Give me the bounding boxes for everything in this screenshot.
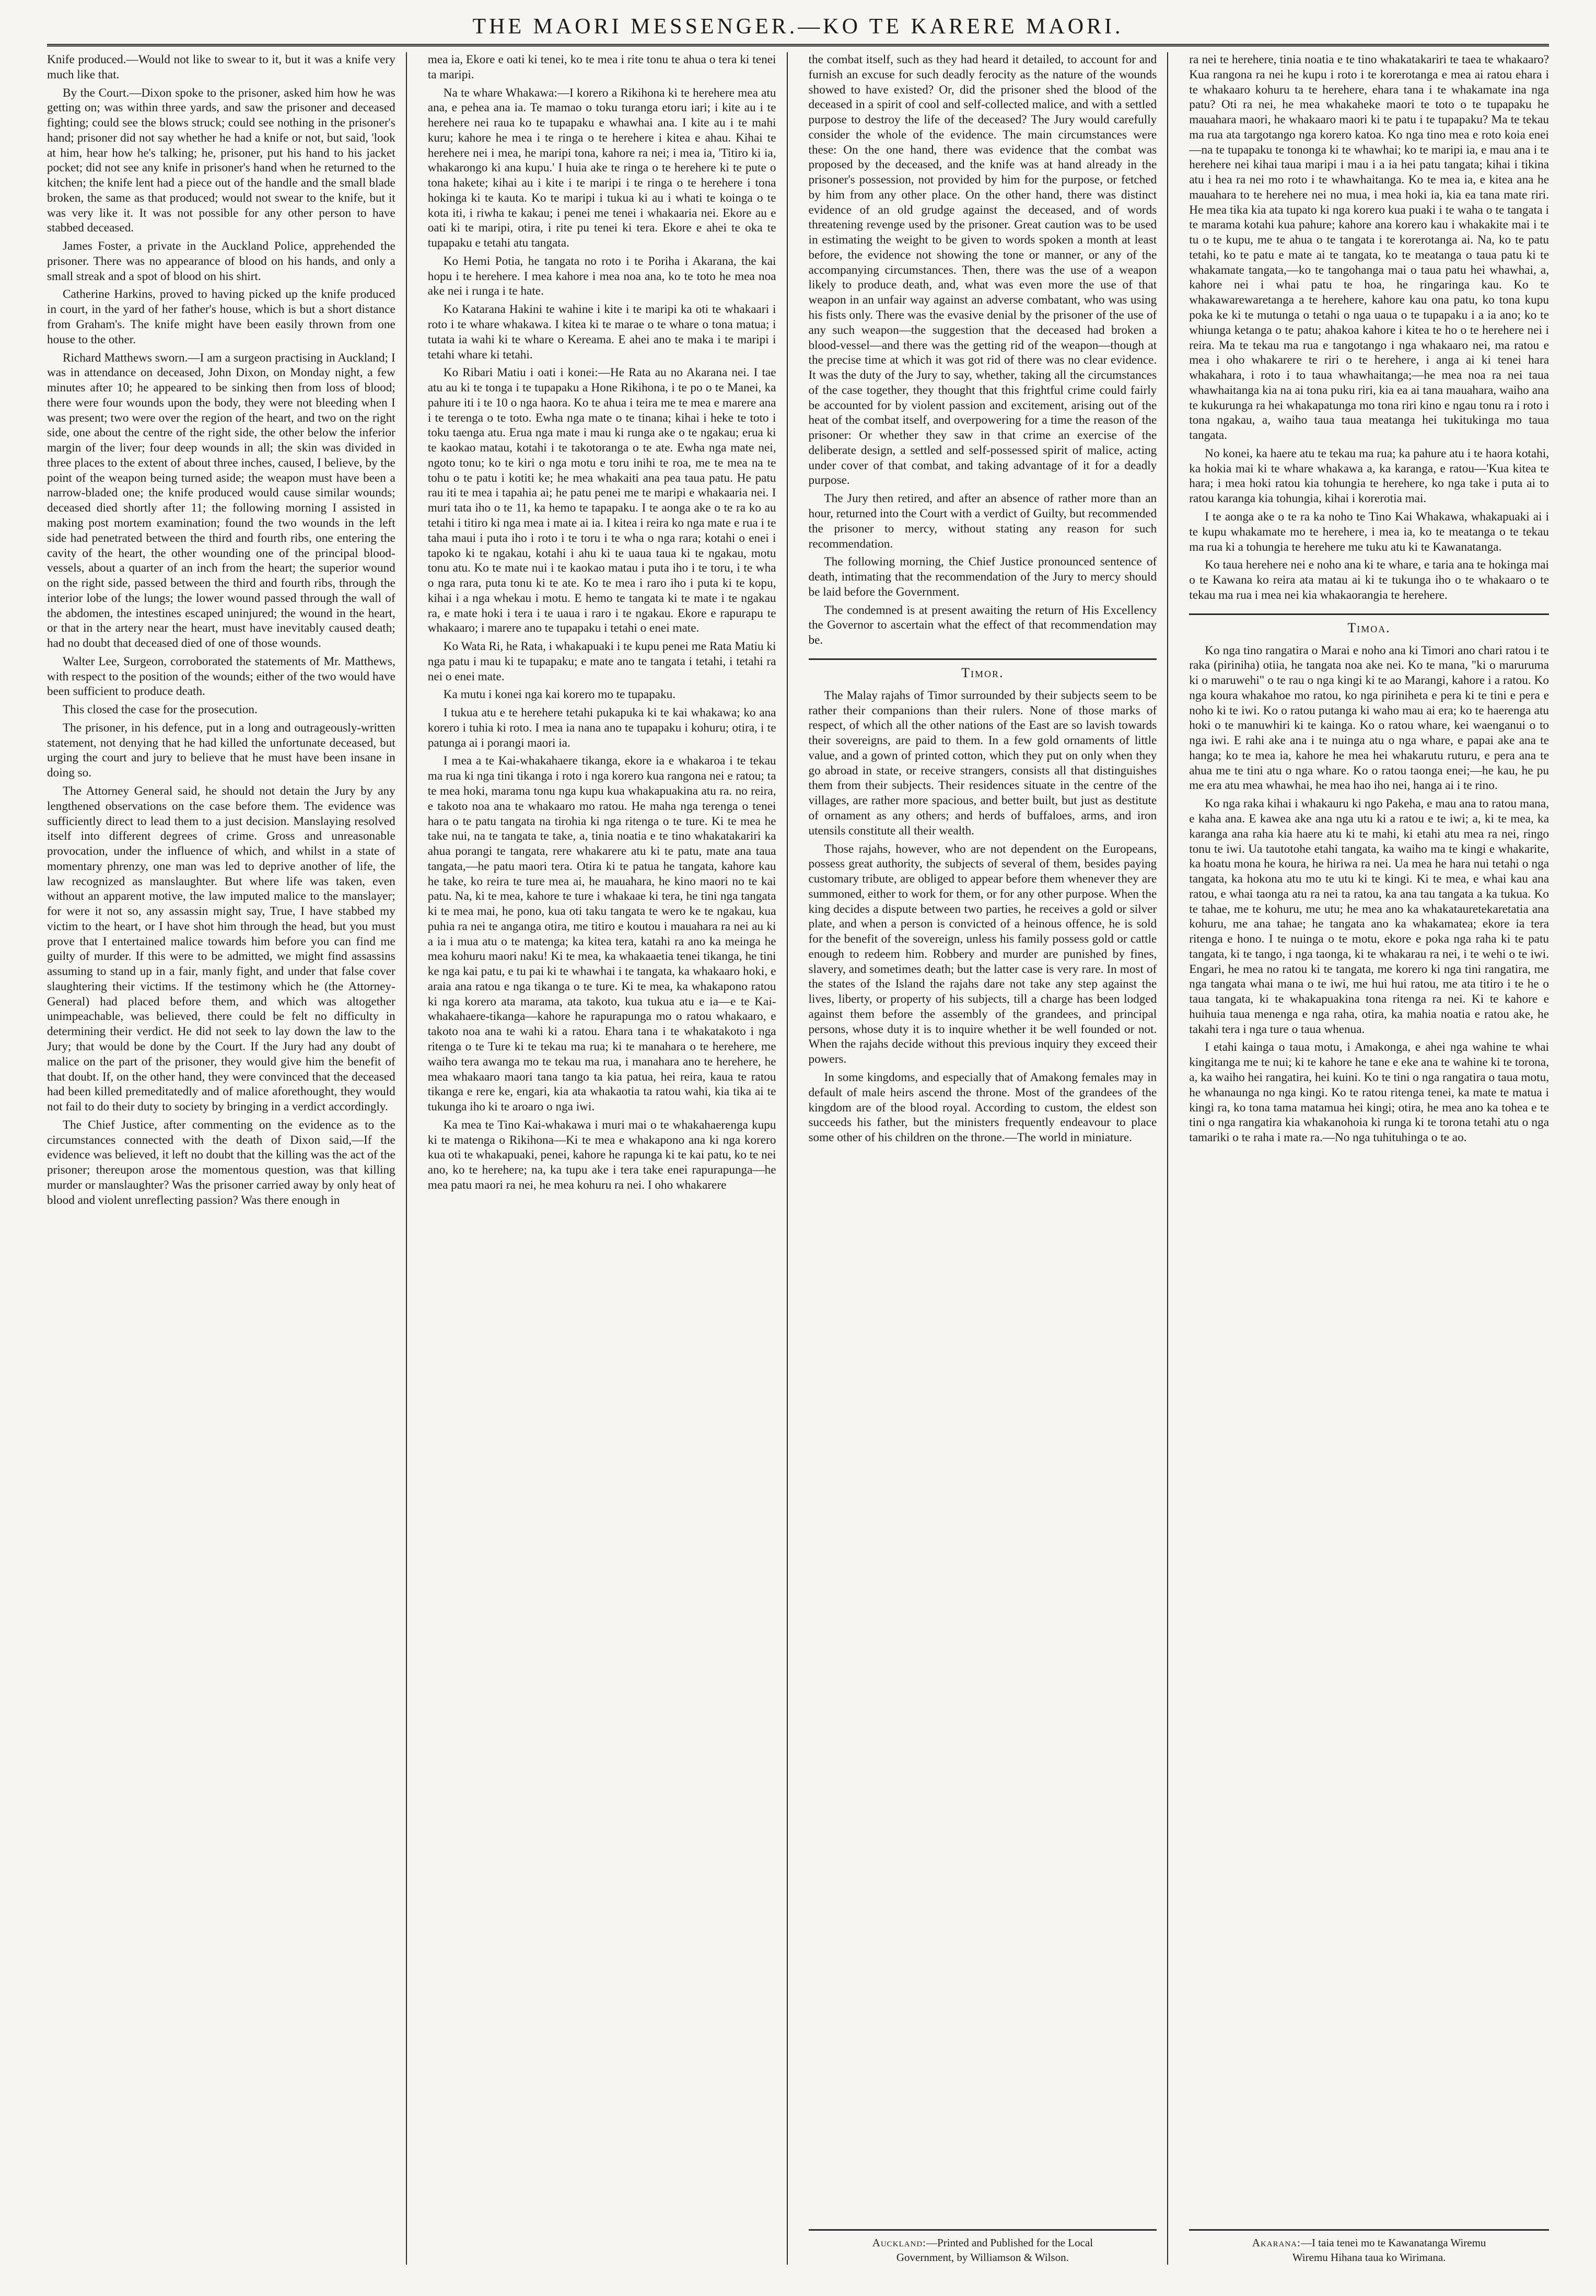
- imprint-line-2: Government, by Williamson & Wilson.: [896, 2251, 1069, 2264]
- section-title-timor: Timor.: [961, 665, 1004, 680]
- section-divider: [809, 658, 1157, 660]
- paragraph: Ka mea te Tino Kai-whakawa i muri mai o te whakahaerenga kupu ki te matenga o Rikihona—Ki te mea e whakapono ana ki nga korero kua oti te whakapuaki, penei, kahore he rapunga ki te kai patu, ko te nei ano, ko te herehere; na, ka tupu ake i tera take enei rapurapunga—he mea patu maori ra nei, he mea kohuru ra nei. I oho whakarere: [427, 1118, 776, 1192]
- paragraph: Ko nga raka kihai i whakauru ki ngo Pakeha, e mau ana to ratou mana, e kaha ana. E kawea ake ana nga utu ki a ratou e te iwi; a, ki te mea, ka karanga ana raha kia haere atu ki te mahi, ki etahi atu mea ra nei, ringo tonu te iwi. Ua tautotohe etahi tangata, ka waiho ma te kingi e whakarite, ka hoatu mona he koura, he hiriwa ra nei. Ua mea he hara nui tetahi o nga tangata, ka hokona atu mo te utu ki te kingi. Ki te mea, e whai kau ana ratou, e whai taonga atu ra nei ta ratou, ka ana tau tangata a ka tukua. Ko te tahae, me te kohuru, me utu; he mea ano ka whakatauretekaretatia ana kohuru, me ana tahae; he tangata ano ka whakamatea; ekore ia tera ritenga e hono. I te nuinga o te motu, ekore e poka nga raha ki te patu tangata, ki te tango, i nga taonga, ki te whakarau ra nei, i te wehi o te iwi. Engari, he mea no ratou ki te tangata, me korero ki nga tini rangatira, me nga tangata whai mana o te iwi, me hui hui ratou, me ata titiro i te he o taua tangata, ki te whakapuakina tona ritenga ra nei. Ki te kahore e huihuia taua menenga e nga raha, otira, ka mahia noatia e ratou ake, he takahi tera i nga ture o taua whenua.: [1189, 797, 1549, 1036]
- paragraph: Ko nga tino rangatira o Marai e noho ana ki Timori ano chari ratou i te raka (piriniha) otiia, he tangata noa ake nei. Ko te mana, "ki o maruruma ki o maruwehi" o te rau o nga kingi ki te ao Marangi, kahore i a ratou. Ko nga koura whakahoe mo ratou, ko nga piriniheta e pera ki te tini e pera e noho ki te iwi. Ko o ratou putanga ki waho mau ai era; ko te haerenga atu hoki o te manuwhiri ki te kainga. Ko o ratou whare, kei waenganui o to nga iwi. E rahi ake ana i te nuinga atu o nga whare, e papai ake ana te hanga; ko te mea ia, kahore he mea hei whakarutu ruturu, e pera ana te ahua me te tini atu o nga whare. Ko o ratou taonga enei;—he kau, he pu me era atu mea whawhai, he mea hao iho nei, hanga ai i te rino.: [1189, 643, 1549, 793]
- column-3: [809, 52, 1169, 2265]
- paragraph: Ko Wata Ri, he Rata, i whakapuaki i te kupu penei me Rata Matiu ki nga patu i mau ki te tupapaku; e mate ano te tangata i tetahi, i tetahi ra nei o enei mate.: [427, 640, 776, 683]
- paragraph: Walter Lee, Surgeon, corroborated the statements of Mr. Matthews, with respect to the position of the wounds; either of the two would have been sufficient to produce death.: [47, 654, 395, 699]
- paragraph: Ko Ribari Matiu i oati i konei:—He Rata au no Akarana nei. I tae atu au ki te tonga i te tupapaku a Hone Rikihona, i te po o te Manei, ka pahure iti i te 10 o nga haora. Ko te ahua i teira me te mea e marere ana i te terenga o te toto. Ewha nga mate o te tinana; kihai i heke te toto i toku taenga atu. Erua nga mate i mau ki runga ake o te ngakau; erua ki te kaokao matau, kotahi i te takotoranga o te ate. Ewha nga mate nei, ngoto tonu; ko te kiri o nga motu e toru inihi te roa, me te mea na te tohu o te patu i kotiti ke; he mea whakaiti ana pea taua patu. He patu rau iti te mea i tapahia ai; he patu penei me te maripi e whakaaria nei. I muri tata iho o te 11, ka hemo te tapapaku. I te aonga ake o te ra ko au tetahi i titiro ki nga mea i mate ai ia. I kitea i reira ko nga mate e rua i te taha maui i puta iho i roto i te toru i te wha o nga rara; kotahi o enei i tapoko ki te ngakau, kotahi i ahu ki te uaua taua ki te ngakau, motu tonu atu. Ko te mate nui i te kaokao matau i puta iho i te toru, i te wha o nga rara, puta tonu ki te ate. Ko te mea i raro iho i puta ki te kopu, kihai i a nga whekau i motu. E hemo te tangata ki te mate i te ngakau ra, e mate hoki i tera i te uaua i raro i te ngakau. Ekore e rapurapu te whakaaro; i marere ano te tupapaku i tetahi o enei mate.: [427, 366, 776, 635]
- paragraph: The following morning, the Chief Justice pronounced sentence of death, intimating that the recommendation of the Jury to mercy should be laid before the Government.: [808, 555, 1157, 599]
- paragraph: In some kingdoms, and especially that of Amakong females may in default of male heirs ascend the throne. Most of the grandees of the kingdom are of the blood royal. According to custom, the eldest son succeeds his father, but the ministers frequently endeavour to place some other of his children on the throne.—The world in miniature.: [808, 1071, 1157, 1145]
- paragraph: Catherine Harkins, proved to having picked up the knife produced in court, in the yard of her father's house, which is but a short distance from Graham's. The knife might have been easily thrown from one house to the other.: [47, 287, 395, 346]
- imprint-line-2: Wiremu Hihana taua ko Wirimana.: [1292, 2251, 1446, 2264]
- paragraph: By the Court.—Dixon spoke to the prisoner, asked him how he was getting on; was within three yards, and saw the prisoner and deceased fighting; could see the blows struck; could see nothing in the prisoner's hand; prisoner did not say whether he had a knife or not, but said, 'look at him, hear how he's talking; he, prisoner, put his hand to his jacket pocket; did not see any knife in prisoner's hand when he returned to the kitchen; the knife lent had a piece out of the handle and the small blade broken, the same as that produced; would not swear to the knife, but it was very like it. It was not possible for any other person to have stabbed deceased.: [47, 86, 395, 235]
- paragraph: James Foster, a private in the Auckland Police, apprehended the prisoner. There was no appearance of blood on his hands, and only a small streak and a spot of blood on his shirt.: [47, 239, 395, 283]
- imprint-maori: [1189, 2229, 1549, 2265]
- paragraph: The condemned is at present awaiting the return of His Excellency the Governor to ascertain what the effect of that recommendation may be.: [808, 603, 1157, 647]
- section-divider: [1189, 613, 1549, 615]
- column-1: [47, 52, 407, 2265]
- paragraph: the combat itself, such as they had heard it detailed, to account for and furnish an excuse for such deadly ferocity as the nature of the wounds showed to have existed? Or, did the prisoner shed the blood of the deceased in a spirit of cool and self-collected malice, and with a settled purpose to destroy the life of the deceased? The Jury would carefully consider the whole of the evidence. The main circumstances were these: On the one hand, there was evidence that the combat was proposed by the deceased, and the knife was at hand already in the prisoner's possession, not provided by him for the purpose, or fetched by him from any other place. On the other hand, there was distinct evidence of an old grudge against the deceased, and of words threatening revenge used by the prisoner. Great caution was to be used in estimating the weight to be given to words spoken a month at least before, the evidence not showing the tone or manner, or any of the accompanying circumstances. Then, there was the use of a weapon likely to produce death, and, what was even more the use of that weapon in an unfair way against an adverse combatant, who was using his fists only. There was the evasive denial by the prisoner of the use of any such weapon—the suggestion that the deceased had broken a blood-vessel—and there was the getting rid of the weapon—though at the precise time at which it was got rid of there was no clear evidence. It was the duty of the Jury to say, whether, taking all the circumstances of the case together, they thought that this frightful crime could fairly be accounted for by violent passion and excitement, arising out of the heat of the combat itself, and overpowering for a time the reason of the prisoner: Or whether they saw in that crime an exercise of the deliberate design, a settled and self-possessed spirit of malice, acting under cover of that combat, and taking advantage of it for a deadly purpose.: [808, 53, 1157, 488]
- paragraph: Ka mutu i konei nga kai korero mo te tupapaku.: [443, 688, 676, 702]
- paragraph: No konei, ka haere atu te tekau ma rua; ka pahure atu i te haora kotahi, ka hokia mai ki te whare whakawa a, ka karanga, e ratou—'Kua kitea te hara; i mea hoki ratou kia tohungia te herehere, ko nga take i puta ai to ratou karanga kia tohungia, kihai i korerotia mai.: [1189, 446, 1549, 506]
- imprint-english: [809, 2229, 1157, 2265]
- masthead: THE MAORI MESSENGER.—KO TE KARERE MAORI.: [47, 9, 1549, 47]
- paragraph: I mea a te Kai-whakahaere tikanga, ekore ia e whakaroa i te tekau ma rua ki nga tini tikanga i roto i nga korero kua rangona nei e ratou; ta te mea hoki, marama tonu nga kupu kua whakapuakina atu ra. no reira, e takoto noa ana te whakaaro mo ratou. He maha nga terenga o tenei hara o te patu tangata na tirohia ki nga ritenga o te ture. Ki te mea he take nui, na te tangata te take, a, tinia noatia e te tino whakatakariri ka ahua porangi te tangata, rere whakarere atu ki te patu, mate ana taua tangata,—he patu maori tera. Otira ki te patua he tangata, kahore kau he take, ko reira te ture mea ai, he mauahara, he kino maori no te kai patu. Na, ki te mea, kahore te ture i whakaae ki tera, he tini nga tangata ki te mea mai, he pono, kua oti taku tangata te wero ke te ngakau, kua puhia ra nei te anganga otira, me titiro e koutou i mauahara ra nei au ki a ia i mua atu o te matenga; ka kitea tera, katahi ra ano ka meinga he mea kohuru maori naku! Ki te mea, ka whakaaetia tenei tikanga, he tini ke nga kai patu, e tu pai ki te whawhai i te tangata, ka whakaaro hoki, e araia ana ratou e nga tikanga o te ture. Ki te mea, ka whakapono ratou ki nga korero ata marama, ata takoto, kua tukua atu e ia—e te Kai-whakahaere-tikanga—kahore he rapurapunga mo o ratou whakaaro, e takoto noa ana te wahi ki a ratou. Ehara tana i te whakatakoto i nga ritenga o te Ture ki te tekau ma rua; ki te manahara o te herehere, me waiho tera awanga mo te tekau ma rua, i manahara ano te herehere, he mea whakaaro maori tana tango ta kia patua, hei reira, kaua te ratou tikanga e rere ke, engari, kia ata whakaotia ta ratou wahi, kia tika ai te tukunga iho ki te aroaro o nga iwi.: [427, 754, 776, 1114]
- paragraph: mea ia, Ekore e oati ki tenei, ko te mea i rite tonu te ahua o tera ki tenei ta maripi.: [427, 53, 776, 82]
- paragraph: Ko taua herehere nei e noho ana ki te whare, e taria ana te hokinga mai o te Kawana ko reira ata matau ai ki te tukunga iho o te whakaaro o te tekau ma rua i mea nei kia whakaorangia te herehere.: [1189, 558, 1549, 602]
- section-title-timoa: Timoa.: [1347, 620, 1391, 635]
- paragraph: The Malay rajahs of Timor surrounded by their subjects seem to be rather their companions than their rulers. None of those marks of respect, of which all the other nations of the East are so lavish towards their sovereigns, are paid to them. In a few gold ornaments of little value, and a gown of printed cotton, which they put on only when they go abroad in state, or receive strangers, consists all that distinguishes them from their subjects. Their residences situate in the centre of the villages, are rather more spacious, and better built, but just as destitute of ornament as any others; and herds of buffaloes, arms, and iron utensils constitute all their wealth.: [808, 688, 1157, 838]
- column-4: [1189, 52, 1549, 2265]
- paragraph: Ko Hemi Potia, he tangata no roto i te Poriha i Akarana, the kai hopu i te herehere. I mea kahore i mea noa ana, ko te toto he mea noa ake nei i runga i te hate.: [427, 254, 776, 298]
- imprint-line-1: —I taia tenei mo te Kawanatanga Wiremu: [1300, 2236, 1486, 2249]
- paragraph: The Chief Justice, after commenting on the evidence as to the circumstances connected with the death of Dixon said,—If the evidence was believed, it left no doubt that the killing was the act of the prisoner; thereupon arose the momentous question, was that killing murder or manslaughter? Was the prisoner carried away by only heat of blood and violent unreflecting passion? Was there enough in: [47, 1118, 395, 1207]
- paragraph: Na te whare Whakawa:—I korero a Rikihona ki te herehere mea atu ana, e pehea ana ia. Te mamao o toku turanga etoru iari; i kite au i te herehere nei raua ko te tupapaku e whawhai ana. I kite au i te mahi kuru; kahore he mea i te ringa o te herehere i kitea e ahau. Kihai te herehere nei i mea, he maripi tona, kahore ra nei; i mea ia, 'Titiro ki ia, whakarongo ki ana kupu.' I huia ake te ringa o te herehere ki te pute o tona hakete; kihai au i kite i te maripi i te ringa o te herehere i tona hokinga ki te kauta. Ko te maripi i tukua ki au i whati te koinga o te kota iti, i riwha te kakau; i penei me tenei i whakaaria nei. Ekore au e oati ki te maripi, otira, i rite pu tenei ki tera. Ekore e ahei te oka te tupapaku e tetahi atu tangata.: [427, 86, 776, 250]
- paragraph: The prisoner, in his defence, put in a long and outrageously-written statement, not denying that he had killed the unfortunate deceased, but urging the court and jury to believe that he must have been insane in doing so.: [47, 721, 395, 780]
- paragraph: This closed the case for the prosecution.: [63, 703, 258, 717]
- column-2: [428, 52, 788, 2265]
- paragraph: The Attorney General said, he should not detain the Jury by any lengthened observations on the case before them. The evidence was sufficiently direct to lead them to a just decision. Manslaying resolved itself into different degrees of crime. Gross and unreasonable provocation, under the influence of which, and whilst in a state of momentary phrenzy, one man was led to deprive another of life, the law recognized as manslaughter. But where life was taken, even without an apparent motive, the law imputed malice to the manslayer; for were it not so, any assassin might say, True, I have stabbed my victim to the heart, or I have shot him through the head, but you must prove that I entertained malice towards him before you can find me guilty of murder. If this were to be admitted, we might find assassins assuming to stand up in a fair, manly fight, and under that false cover slaughtering their victims. If the testimony which he (the Attorney-General) had placed before them, and which was altogether unimpeachable, was believed, there could be felt no difficulty in determining their verdict. He did not seek to lay down the law to the Jury; that would be done by the Court. If the Jury had any doubt of malice on the part of the prisoner, they would give him the benefit of that doubt. If, on the other hand, they were convinced that the deceased had been killed premeditatedly and of malice aforethought, they would not fail to do their duty to society by bringing in a verdict accordingly.: [47, 784, 395, 1114]
- paragraph: Richard Matthews sworn.—I am a surgeon practising in Auckland; I was in attendance on deceased, John Dixon, on Monday night, a few minutes after 10; he appeared to be sinking then from loss of blood; there were four wounds upon the body, they were not bleeding when I was present; two were over the region of the heart, and two on the right side, one about the centre of the right side, the other below the inferior margin of the liver; four deep wounds in all; the skin was divided in three places to the extent of about three inches, caused, I believe, by the point of the weapon being turned aside; the weapon must have been a narrow-bladed one; the knife produced would cause similar wounds; deceased died shortly after 11; the following morning I assisted in making post mortem examination; found the two wounds in the left side had penetrated between the third and fourth ribs, one entering the cavity of the heart, the other wounding one of the principal blood-vessels, about a quarter of an inch from the heart; the superior wound on the right side, passed between the third and fourth ribs, through the interior lobe of the lungs; the lower wound passed through the wall of the abdomen, the intestines escaped uninjured; the wound in the heart, or that in the artery near the heart, must have inevitably caused death; had no doubt that deceased died of one of those wounds.: [47, 351, 395, 651]
- imprint-place: Auckland:: [872, 2236, 927, 2249]
- paragraph: The Jury then retired, and after an absence of rather more than an hour, returned into the Court with a verdict of Guilty, but recommended the prisoner to mercy, without stating any reason for such recommendation.: [808, 492, 1157, 551]
- paragraph: Knife produced.—Would not like to swear to it, but it was a knife very much like that.: [47, 53, 395, 82]
- paragraph: Ko Katarana Hakini te wahine i kite i te maripi ka oti te whakaari i roto i te whare whakawa. I kitea ki te marae o te whare o tona matua; i tutata ia wahi ki te whare o Kereama. E ahei ano te maka i te maripi i tetahi whare ki tetahi.: [427, 303, 776, 362]
- imprint-line-1: —Printed and Published for the Local: [926, 2236, 1093, 2249]
- newspaper-columns: [47, 52, 1549, 2265]
- paragraph: I etahi kainga o taua motu, i Amakonga, e ahei nga wahine te whai kingitanga me te nui; ki te kahore he tane e eke ana te wahine ki te torona, a, ka waiho hei rangatira, hei kuini. Ko te tini o nga rangatira o taua motu, he whanaunga no nga kingi. Ko te ratou ritenga tenei, ka mate te matua i kingi ra, ko tona tama matamua hei kingi; otira, he mea ano ka tohea e te tini o nga rangatira kia whakanohoia ki runga ki te torona tetahi atu o nga tamariki o te raha i mate ra.—No nga tuhituhinga o te ao.: [1189, 1040, 1549, 1145]
- paragraph: I te aonga ake o te ra ka noho te Tino Kai Whakawa, whakapuaki ai i te kupu whakamate mo te herehere, i mea ia, ko te meatanga o te tekau ma rua ki a tohungia te herehere me tuku atu ki te Kawanatanga.: [1189, 509, 1549, 554]
- paragraph: Those rajahs, however, who are not dependent on the Europeans, possess great authority, the subjects of several of them, besides paying customary tribute, are obliged to appear before them whenever they are summoned, either to work for them, or for any other purpose. When the king decides a dispute between two parties, he receives a gold or silver plate, and when a person is convicted of a heinous offence, he is sold for the benefit of the sovereign, unless his family possess gold or cattle enough to redeem him. Robbery and murder are punished by fines, slavery, and sometimes death; but the latter case is very rare. In most of the states of the Island the rajahs dare not take any step against the lives, liberty, or property of his subjects, till a charge has been lodged against them before the assembly of the grandees, and principal persons, whose duty it is to inquire whether it be well founded or not. When the rajahs decide without this previous inquiry they exceed their powers.: [808, 842, 1157, 1066]
- paragraph: I tukua atu e te herehere tetahi pukapuka ki te kai whakawa; ko ana korero i tuhia ki roto. I mea ia nana ano te tupapaku i kohuru; otira, i te patunga ai i porangi maori ia.: [427, 706, 776, 750]
- paragraph: ra nei te herehere, tinia noatia e te tino whakatakariri te taea te whakaaro? Kua rangona ra nei he kupu i roto i te korerotanga e mea ai ratou ehara i te whakaaro kohuru ta te herehere, ehara tana i te whakamate ina nga patu? Oti ra nei, he mea whakaheke maori te toto o te tupapaku he mauahara maori, he whakaaro maori ki te patu i te tupapaku? Ma te tekau ma rua ata targotango nga korero katoa. Ko nga tino mea e roto koia enei—na te tupapaku te tononga ki te whawhai; ko te maripi ia, e mau ana i te herehere nei kihai taua maripi i mau i a ia hei patu tangata; kihai i tikina atu i hea ra nei mo roto i te whawhaitanga. Ko te mea ia, e kitea ana he mauahara to te herehere nei no mua, i mea hoki ia, kia ea tana mate riri. He mea tika kia ata tupato ki nga korero kua puaki i te waha o te tangata i te marama kotahi kua pahure; kahore ana korero kau i whakakite mai i te tu o te kupu, me te ahua o te tangata i te korerotanga ai. Na, ko te patu tetahi, ko te patu e mate ai te tangata, ko te meatanga o taua patu ki te whakamate tangata,—ko te tangohanga mai o taua patu hei whawhai, a, kahore nei i whai patu te hoa, he ringaringa kau. Ko te whakawarewaretanga a te herehere, kahore kau ona patu, ko tona kupu poka ke ki te mutunga o tetahi o nga uaua o te tupapaku i a ia ano; ko te whiunga ketanga o te patu; ahakoa kahore i kitea te ho o te herehere nei i reira. Ma te tekau ma rua e tangotango i nga whakaaro nei, ma ratou e mea i oho whakarere te riri o te herehere, i anga ai ki tenei hara whakahara, i roto i to taua whawhaitanga;—he mea noa ra nei taua whawhaitanga kia na ai tona puku riri, kia ea ai tana mauahara, waiho ana te kukurunga ra hei whakapatunga mo tona riri kino e ngau tonu ra i roto i tona ngakau, a, waiho taua taua meatanga hei tukitukinga mo taua tangata.: [1189, 53, 1549, 443]
- imprint-place: Akarana:: [1252, 2236, 1301, 2249]
